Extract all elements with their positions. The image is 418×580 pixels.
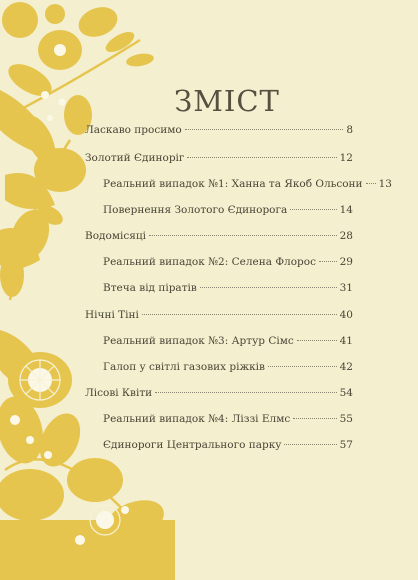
dot-leader — [366, 183, 376, 184]
toc-page-number: 31 — [339, 282, 353, 294]
toc-entry-label: Реальний випадок №1: Ханна та Якоб Ольсони — [103, 178, 363, 190]
toc-entry[interactable] — [103, 439, 353, 451]
toc-entry[interactable] — [103, 282, 353, 294]
toc-entry-label: Реальний випадок №3: Артур Сімс — [103, 335, 294, 347]
dot-leader — [155, 392, 336, 393]
toc-entry[interactable] — [85, 152, 353, 164]
dot-leader — [187, 157, 336, 158]
toc-entry[interactable] — [103, 361, 353, 373]
dot-leader — [284, 444, 336, 445]
toc-page-number: 14 — [339, 204, 353, 216]
dot-leader — [142, 314, 337, 315]
toc-entry-label: Галоп у світлі газових ріжків — [103, 361, 265, 373]
toc-page-number: 29 — [339, 256, 353, 268]
toc-page-number: 57 — [339, 439, 353, 451]
page-title: ЗМІСТ — [174, 84, 280, 118]
toc-page-number: 42 — [339, 361, 353, 373]
toc-entry-label: Реальний випадок №4: Ліззі Елмс — [103, 413, 291, 425]
toc-page-number: 8 — [346, 124, 353, 136]
dot-leader — [319, 261, 337, 262]
dot-leader — [200, 287, 337, 288]
toc-entry[interactable] — [103, 335, 353, 347]
toc-entry[interactable] — [85, 387, 353, 399]
toc-entry-label: Нічні Тіні — [85, 309, 139, 321]
dot-leader — [149, 235, 337, 236]
toc-page-number: 41 — [339, 335, 353, 347]
toc-entry-label: Втеча від піратів — [103, 282, 197, 294]
toc-page-number: 55 — [339, 413, 353, 425]
dot-leader — [297, 340, 337, 341]
toc-entry-label: Водомісяці — [85, 230, 146, 242]
toc-entry-label: Лісові Квіти — [85, 387, 153, 399]
toc-page-number: 13 — [378, 178, 392, 190]
dot-leader — [268, 366, 337, 367]
toc-entry[interactable] — [103, 413, 353, 425]
toc-page-number: 12 — [339, 152, 353, 164]
toc-entry-label: Ласкаво просимо — [85, 124, 182, 136]
dot-leader — [185, 129, 344, 130]
toc-entry-label: Повернення Золотого Єдинорога — [103, 204, 288, 216]
toc-entry[interactable] — [85, 230, 353, 242]
toc-entry[interactable] — [85, 309, 353, 321]
toc-entry-label: Золотий Єдиноріг — [85, 152, 185, 164]
toc-entry[interactable] — [103, 256, 353, 268]
dot-leader — [290, 209, 336, 210]
toc-entry[interactable] — [85, 124, 353, 136]
toc-page-number: 40 — [339, 309, 353, 321]
toc-page-number: 54 — [339, 387, 353, 399]
toc-page-number: 28 — [339, 230, 353, 242]
toc-entry[interactable] — [103, 204, 353, 216]
toc-entry-label: Реальний випадок №2: Селена Флорос — [103, 256, 316, 268]
toc-entry[interactable] — [103, 178, 392, 190]
toc-entry-label: Єдинороги Центрального парку — [103, 439, 282, 451]
dot-leader — [293, 418, 336, 419]
